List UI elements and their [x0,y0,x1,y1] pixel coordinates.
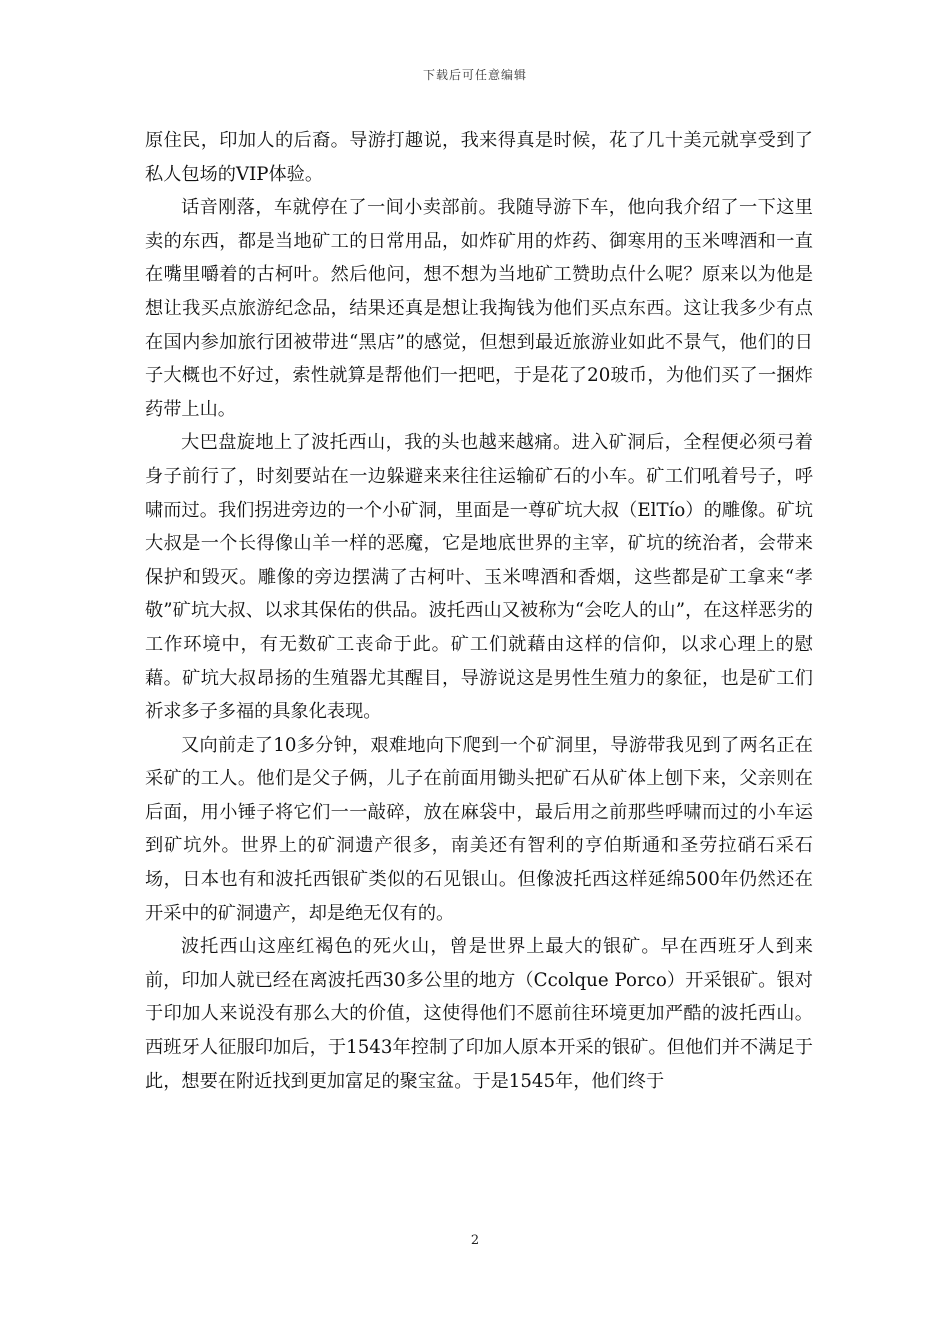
page-number: 2 [470,1233,480,1248]
paragraph: 大巴盘旋地上了波托西山，我的头也越来越痛。进入矿洞后，全程便必须弓着身子前行了，时刻要站在一边躲避来来往往运输矿石的小车。矿工们吼着号子，呼啸而过。我们拐进旁边的一个小矿洞，里面是一尊矿坑大叔（ElTío）的雕像。矿坑大叔是一个长得像山羊一样的恶魔，它是地底世界的主宰，矿坑的统治者，会带来保护和毁灭。雕像的旁边摆满了古柯叶、玉米啤酒和香烟，这些都是矿工拿来“孝敬”矿坑大叔、以求其保佑的供品。波托西山又被称为“会吃人的山”，在这样恶劣的工作环境中，有无数矿工丧命于此。矿工们就藉由这样的信仰，以求心理上的慰藉。矿坑大叔昂扬的生殖器尤其醒目，导游说这是男性生殖力的象征，也是矿工们祈求多子多福的具象化表现。 [145,432,813,723]
page-header: 下载后可任意编辑 [422,68,527,82]
document-body [145,124,813,1098]
paragraph: 波托西山这座红褐色的死火山，曾是世界上最大的银矿。早在西班牙人到来前，印加人就已经在离波托西30多公里的地方（Ccolque Porco）开采银矿。银对于印加人来说没有那么大的价值，这使得他们不愿前往环境更加严酷的波托西山。西班牙人征服印加后，于1543年控制了印加人原本开采的银矿。但他们并不满足于此，想要在附近找到更加富足的聚宝盆。于是1545年，他们终于 [145,936,813,1092]
paragraph-continued: 原住民，印加人的后裔。导游打趣说，我来得真是时候，花了几十美元就享受到了私人包场的VIP体验。 [145,130,813,185]
paragraph: 话音刚落，车就停在了一间小卖部前。我随导游下车，他向我介绍了一下这里卖的东西，都是当地矿工的日常用品，如炸矿用的炸药、御寒用的玉米啤酒和一直在嘴里嚼着的古柯叶。然后他问，想不想为当地矿工赞助点什么呢？原来以为他是想让我买点旅游纪念品，结果还真是想让我掏钱为他们买点东西。这让我多少有点在国内参加旅行团被带进“黑店”的感觉，但想到最近旅游业如此不景气，他们的日子大概也不好过，索性就算是帮他们一把吧，于是花了20玻币，为他们买了一捆炸药带上山。 [145,197,813,420]
paragraph: 又向前走了10多分钟，艰难地向下爬到一个矿洞里，导游带我见到了两名正在采矿的工人。他们是父子俩，儿子在前面用锄头把矿石从矿体上刨下来，父亲则在后面，用小锤子将它们一一敲碎，放在麻袋中，最后用之前那些呼啸而过的小车运到矿坑外。世界上的矿洞遗产很多，南美还有智利的亨伯斯通和圣劳拉硝石采石场，日本也有和波托西银矿类似的石见银山。但像波托西这样延绵500年仍然还在开采中的矿洞遗产，却是绝无仅有的。 [145,734,813,924]
